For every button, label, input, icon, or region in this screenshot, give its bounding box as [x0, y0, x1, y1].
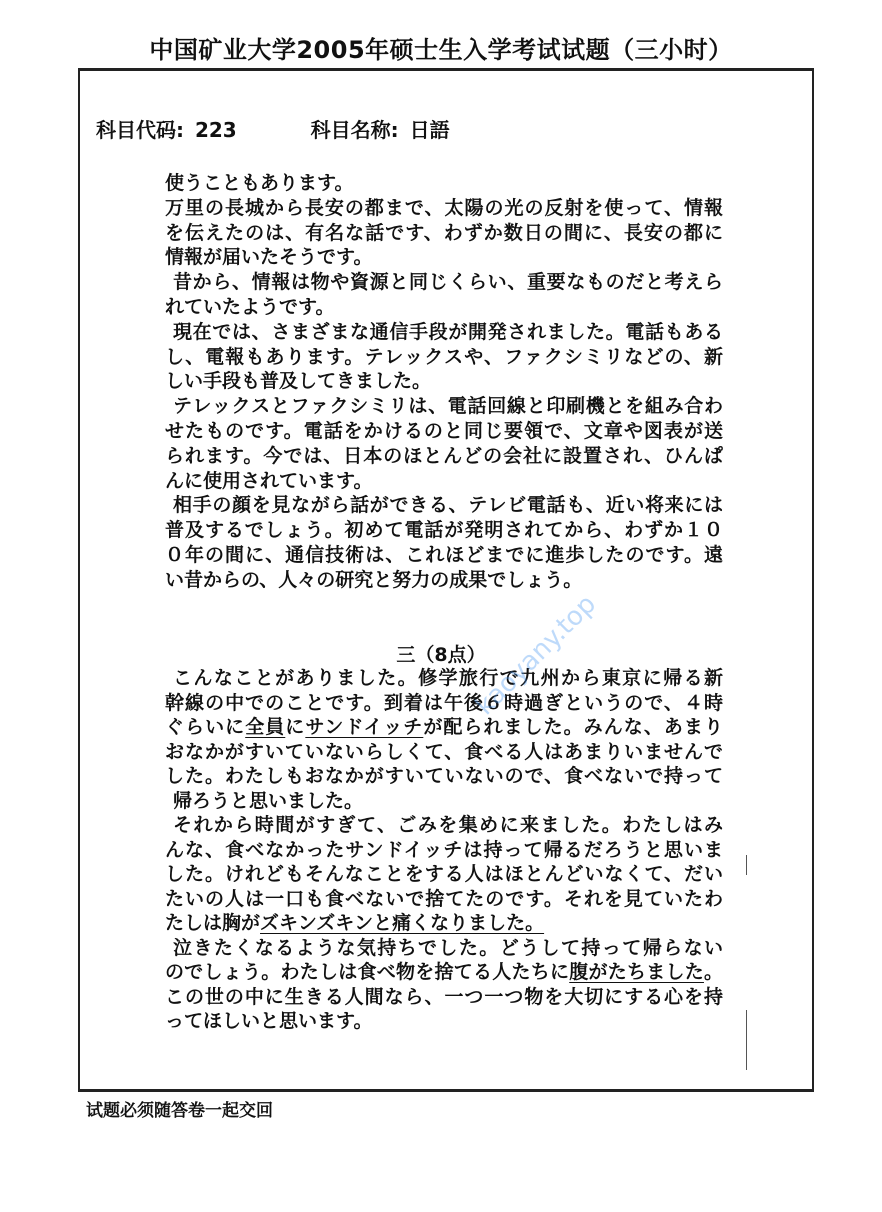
text-segment: 普及するでしょう。初めて電話が発明されてから、わずか１０	[165, 519, 723, 542]
text-line	[165, 691, 723, 715]
text-segment: たいの人は一口も食べないで捨てたのです。それを見ていたわ	[165, 887, 723, 910]
text-line	[165, 245, 723, 269]
subject-code: 223	[194, 118, 237, 142]
text-line	[165, 740, 723, 764]
text-line	[165, 295, 723, 319]
exam-title: 中国矿业大学2005年硕士生入学考试试题（三小时）	[149, 36, 733, 64]
text-line	[165, 862, 723, 886]
text-line	[165, 518, 723, 542]
text-segment: を伝えたのは、有名な話です、わずか数日の間に、長安の都に	[165, 221, 723, 244]
text-line	[165, 493, 723, 517]
underlined-phrase: サンドイッチ	[305, 716, 424, 738]
text-line	[165, 543, 723, 567]
text-segment: この世の中に生きる人間なら、一つ一つ物を大切にする心を持	[165, 985, 723, 1008]
text-line	[165, 789, 723, 813]
text-line	[165, 419, 723, 443]
text-segment: 使うこともあります。	[165, 172, 354, 194]
text-segment: のでしょう。わたしは食べ物を捨てる人たちに	[165, 961, 570, 983]
text-segment: 泣きたくなるような気持ちでした。どうして持って帰らない	[173, 936, 723, 959]
text-line	[165, 394, 723, 418]
text-segment: テレックスとファクシミリは、電話回線と印刷機とを組み合わ	[173, 395, 723, 418]
text-segment: んな、食べなかったサンドイッチは持って帰るだろうと思いま	[165, 838, 723, 861]
text-segment: しい手段も普及してきました。	[165, 370, 432, 393]
section-3-heading: 三（8点）	[396, 644, 486, 666]
text-segment: い昔からの、人々の研究と努力の成果でしょう。	[165, 568, 583, 591]
text-segment: せたものです。電話をかけるのと同じ要領で、文章や図表が送	[165, 420, 723, 442]
text-segment: こんなことがありました。修学旅行で九州から東京に帰る新	[173, 667, 723, 689]
text-segment: たしは胸が	[165, 912, 261, 934]
underlined-phrase: ズキンズキンと痛くなりました。	[260, 912, 545, 934]
text-line	[165, 764, 723, 788]
text-line	[165, 985, 723, 1009]
text-segment: し、電報もあります。テレックスや、ファクシミリなどの、新	[165, 345, 723, 368]
text-segment: 相手の顔を見ながら話ができる、テレビ電話も、近い将来には	[173, 494, 723, 517]
scan-artifact	[746, 1010, 747, 1070]
text-line	[165, 960, 723, 984]
subject-code-label: 科目代码:	[96, 118, 184, 142]
text-line	[165, 715, 723, 739]
text-line	[165, 887, 723, 911]
text-segment: した。わたしもおなかがすいていないので、食べないで持って	[165, 765, 723, 787]
underlined-phrase: 腹がたちました	[569, 961, 704, 983]
text-segment: 幹線の中でのことです。到着は午後６時過ぎというので、４時	[165, 691, 723, 714]
text-line	[165, 1009, 723, 1033]
text-segment: ０年の間に、通信技術は、これほどまでに進歩したのです。遠	[165, 544, 723, 566]
subject-name-label: 科目名称:	[310, 118, 399, 142]
underlined-phrase: 全員	[245, 716, 286, 738]
text-segment: 現在では、さまざまな通信手段が開発されました。電話もある	[173, 320, 723, 343]
text-segment: それから時間がすぎて、ごみを集めに来ました。わたしはみ	[173, 814, 723, 836]
text-segment: ぐらいに	[165, 716, 246, 738]
text-segment: 昔から、情報は物や資源と同じくらい、重要なものだと考えら	[173, 271, 723, 294]
text-segment: 帰ろうと思いました。	[173, 789, 364, 812]
footer-note: 试题必须随答卷一起交回	[86, 1101, 273, 1121]
text-segment: した。けれどもそんなことをする人はほとんどいなくて、だい	[165, 863, 723, 885]
text-line	[165, 838, 723, 862]
text-segment: 情報が届いたそうです。	[165, 246, 373, 269]
text-segment: れていたようです。	[165, 296, 335, 318]
text-segment: おなかがすいていないらしくて、食べる人はあまりいませんで	[165, 740, 723, 763]
text-segment: が配られました。みんな、あまり	[423, 716, 723, 738]
text-segment: ってほしいと思います。	[165, 1010, 373, 1032]
text-line	[165, 270, 723, 294]
text-line	[165, 936, 723, 960]
text-segment: 万里の長城から長安の都まで、太陽の光の反射を使って、情報	[165, 196, 723, 219]
text-line	[165, 469, 723, 493]
text-line	[165, 813, 723, 837]
text-segment: んに使用されています。	[165, 469, 373, 492]
text-line	[165, 171, 723, 195]
text-line	[165, 345, 723, 369]
text-line	[165, 320, 723, 344]
text-segment: に	[285, 716, 306, 738]
text-line	[165, 911, 723, 935]
text-segment: 。	[703, 961, 723, 983]
text-segment: られます。今では、日本のほとんどの会社に設置され、ひんぱ	[165, 444, 723, 467]
text-line	[165, 221, 723, 245]
subject-line	[96, 114, 454, 143]
text-line	[165, 444, 723, 468]
subject-name: 日語	[409, 118, 450, 142]
watermark: kaoyany.top	[470, 589, 603, 722]
text-line	[165, 196, 723, 220]
scan-artifact	[746, 855, 747, 875]
text-line	[165, 666, 723, 690]
text-line	[165, 568, 723, 592]
text-line	[165, 369, 723, 393]
